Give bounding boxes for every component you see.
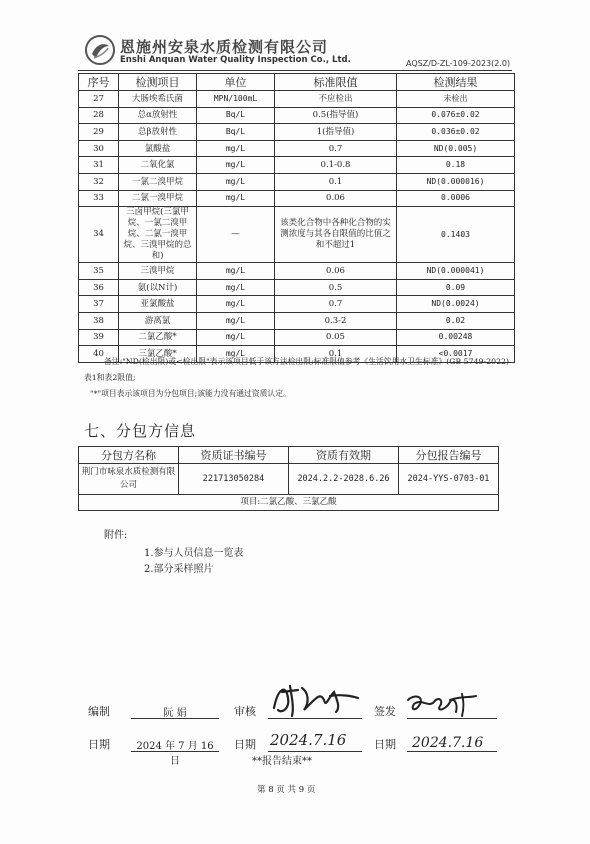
table-row — [79, 107, 515, 124]
row-unit: mg/L — [197, 140, 275, 157]
compiler-date: 2024 年 7 月 16 日 — [131, 737, 219, 752]
header-item: 检测项目 — [119, 74, 197, 91]
row-item: 三氯乙酸* — [119, 346, 197, 363]
results-body — [79, 91, 515, 363]
row-item: 一氯二溴甲烷 — [119, 173, 197, 190]
issuer-signature — [404, 690, 484, 718]
row-no: 39 — [79, 329, 119, 346]
row-unit: MPN/100mL — [197, 91, 275, 108]
table-row — [79, 124, 515, 141]
compiler-label: 编制 — [88, 705, 110, 718]
results-header-row — [79, 74, 515, 91]
row-no: 35 — [79, 263, 119, 280]
row-result: ND(0.000041) — [397, 263, 515, 280]
row-limit: 0.06 — [275, 263, 397, 280]
row-limit: 0.3-2 — [275, 312, 397, 329]
note-line-2: "*"项目表示该项目为分包项目;该能力没有通过资质认定。 — [90, 389, 291, 398]
row-unit: mg/L — [197, 190, 275, 207]
row-item: 氨(以N计) — [119, 279, 197, 296]
row-item: 二氯一溴甲烷 — [119, 190, 197, 207]
row-unit: mg/L — [197, 329, 275, 346]
table-row — [79, 329, 515, 346]
row-limit: 0.05 — [275, 329, 397, 346]
row-result: 0.076±0.02 — [397, 107, 515, 124]
table-row — [79, 279, 515, 296]
header-result: 检测结果 — [397, 74, 515, 91]
row-item: 三溴甲烷 — [119, 263, 197, 280]
row-result: 0.09 — [397, 279, 515, 296]
row-item: 亚氯酸盐 — [119, 296, 197, 313]
row-no: 30 — [79, 140, 119, 157]
row-result: 0.036±0.02 — [397, 124, 515, 141]
table-row — [79, 263, 515, 280]
header-no: 序号 — [79, 74, 119, 91]
header-validity: 资质有效期 — [289, 447, 399, 464]
row-no: 31 — [79, 157, 119, 174]
row-no: 38 — [79, 312, 119, 329]
row-unit: mg/L — [197, 279, 275, 296]
row-unit: mg/L — [197, 263, 275, 280]
row-limit: 0.1 — [275, 173, 397, 190]
header-report-no: 分包报告编号 — [399, 447, 499, 464]
row-result: 0.02 — [397, 312, 515, 329]
row-limit: 1(指导值) — [275, 124, 397, 141]
row-result: 0.00248 — [397, 329, 515, 346]
attachment-item: 1.参与人员信息一览表 — [144, 548, 244, 559]
table-row — [79, 312, 515, 329]
report-end: **报告结束** — [252, 756, 312, 767]
page-number: 第 8 页 共 9 页 — [257, 785, 316, 795]
row-item: 总α放射性 — [119, 107, 197, 124]
cert-no: 221713050284 — [179, 464, 289, 495]
header-cert-no: 资质证书编号 — [179, 447, 289, 464]
reviewer-date-handwritten — [270, 728, 358, 750]
row-unit: mg/L — [197, 173, 275, 190]
subcontractor-table — [78, 446, 499, 511]
attachment-item: 2.部分采样照片 — [144, 564, 214, 575]
row-limit: 0.5(指导值) — [275, 107, 397, 124]
compiler-date-label: 日期 — [88, 738, 110, 751]
issuer-label: 签发 — [374, 705, 396, 718]
row-unit: Bq/L — [197, 124, 275, 141]
report-no: 2024-YYS-0703-01 — [399, 464, 499, 495]
row-item: 游离氯 — [119, 312, 197, 329]
row-result: ND(0.0024) — [397, 296, 515, 313]
row-limit: 该类化合物中各种化合物的实测浓度与其各自限值的比值之和不超过1 — [275, 207, 397, 263]
row-result: ND(0.000016) — [397, 173, 515, 190]
row-item: 总β放射性 — [119, 124, 197, 141]
row-unit: mg/L — [197, 312, 275, 329]
sub-name: 荆门市咏泉水质检测有限公司 — [79, 464, 179, 495]
table-row — [79, 296, 515, 313]
reviewer-label: 审核 — [234, 705, 256, 718]
row-no: 36 — [79, 279, 119, 296]
header-limit: 标准限值 — [275, 74, 397, 91]
company-name-cn: 恩施州安泉水质检测有限公司 — [120, 38, 329, 56]
row-no: 37 — [79, 296, 119, 313]
issuer-date-handwritten — [412, 730, 502, 752]
row-unit: mg/L — [197, 296, 275, 313]
row-no: 40 — [79, 346, 119, 363]
row-item: 氯酸盐 — [119, 140, 197, 157]
reviewer-date-label: 日期 — [234, 738, 256, 751]
row-item: 三卤甲烷(三氯甲烷、一氯二溴甲烷、二氯一溴甲烷、三溴甲烷的总和) — [119, 207, 197, 263]
row-no: 34 — [79, 207, 119, 263]
row-result: 0.0006 — [397, 190, 515, 207]
reviewer-date-text: 2024.7.16 — [270, 731, 347, 749]
row-limit: 不应检出 — [275, 91, 397, 108]
subcontractor-header-row — [79, 447, 499, 464]
compiler-name: 阮 娟 — [131, 704, 219, 719]
table-row — [79, 140, 515, 157]
row-no: 28 — [79, 107, 119, 124]
row-unit: — — [197, 207, 275, 263]
row-limit: 0.7 — [275, 296, 397, 313]
row-item: 二氧化氯 — [119, 157, 197, 174]
row-limit: 0.7 — [275, 140, 397, 157]
row-result: 0.18 — [397, 157, 515, 174]
issuer-date-label: 日期 — [374, 738, 396, 751]
company-name-en: Enshi Anquan Water Quality Inspection Co., Ltd. — [120, 55, 351, 65]
subcontracted-items: 项目:二氯乙酸、三氯乙酸 — [79, 495, 499, 511]
row-unit: mg/L — [197, 157, 275, 174]
table-row — [79, 157, 515, 174]
subcontractor-project-row — [79, 495, 499, 511]
row-limit: 0.5 — [275, 279, 397, 296]
row-no: 29 — [79, 124, 119, 141]
row-limit: 0.1 — [275, 346, 397, 363]
header-unit: 单位 — [197, 74, 275, 91]
notes — [84, 354, 514, 402]
row-unit: mg/L — [197, 346, 275, 363]
table-row — [79, 91, 515, 108]
company-logo — [84, 34, 116, 66]
row-result: 0.1403 — [397, 207, 515, 263]
note-line-1: 备注:"ND(检出限)或<检出限"表示该项目低于该方法检出限;标准限值参考《生活饮用水卫生标准》(GB 5749-2022)表1和表2限值; — [84, 357, 510, 382]
table-row — [79, 190, 515, 207]
row-item: 二氯乙酸* — [119, 329, 197, 346]
table-row — [79, 173, 515, 190]
results-table — [78, 73, 515, 363]
row-no: 32 — [79, 173, 119, 190]
row-item: 大肠埃希氏菌 — [119, 91, 197, 108]
header-divider — [78, 70, 512, 71]
table-row — [79, 207, 515, 263]
row-result: ND(0.005) — [397, 140, 515, 157]
row-limit: 0.06 — [275, 190, 397, 207]
validity: 2024.2.2-2028.6.26 — [289, 464, 399, 495]
row-result: 未检出 — [397, 91, 515, 108]
document-code: AQSZ/D-ZL-109-2023(2.0) — [406, 59, 511, 68]
row-limit: 0.1-0.8 — [275, 157, 397, 174]
row-no: 33 — [79, 190, 119, 207]
issuer-date-text: 2024.7.16 — [412, 735, 484, 751]
header-sub-name: 分包方名称 — [79, 447, 179, 464]
attachments-title: 附件: — [104, 530, 128, 541]
reviewer-signature — [268, 678, 364, 720]
subcontractor-row — [79, 464, 499, 495]
row-no: 27 — [79, 91, 119, 108]
row-result: <0.0017 — [397, 346, 515, 363]
row-unit: Bq/L — [197, 107, 275, 124]
section-title-subcontractor: 七、分包方信息 — [84, 422, 197, 440]
